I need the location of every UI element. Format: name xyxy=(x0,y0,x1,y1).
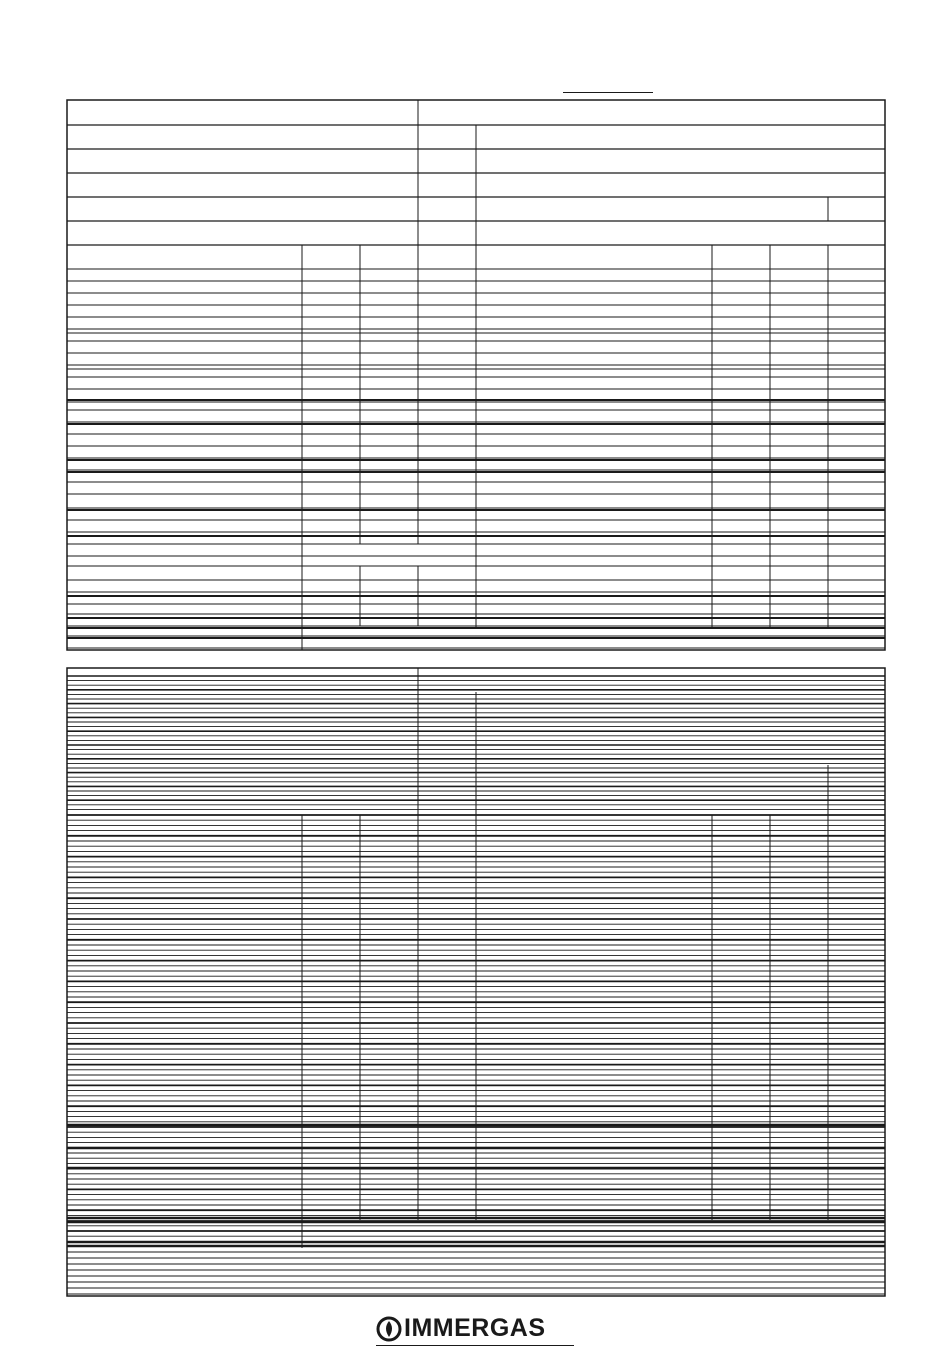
lower-data-table xyxy=(67,668,885,1296)
immergas-flame-icon xyxy=(376,1316,402,1342)
upper-data-table xyxy=(67,100,885,650)
brand-name: IMMERGAS xyxy=(404,1314,546,1342)
immergas-logo xyxy=(376,1313,576,1349)
logo-underline xyxy=(376,1345,574,1346)
